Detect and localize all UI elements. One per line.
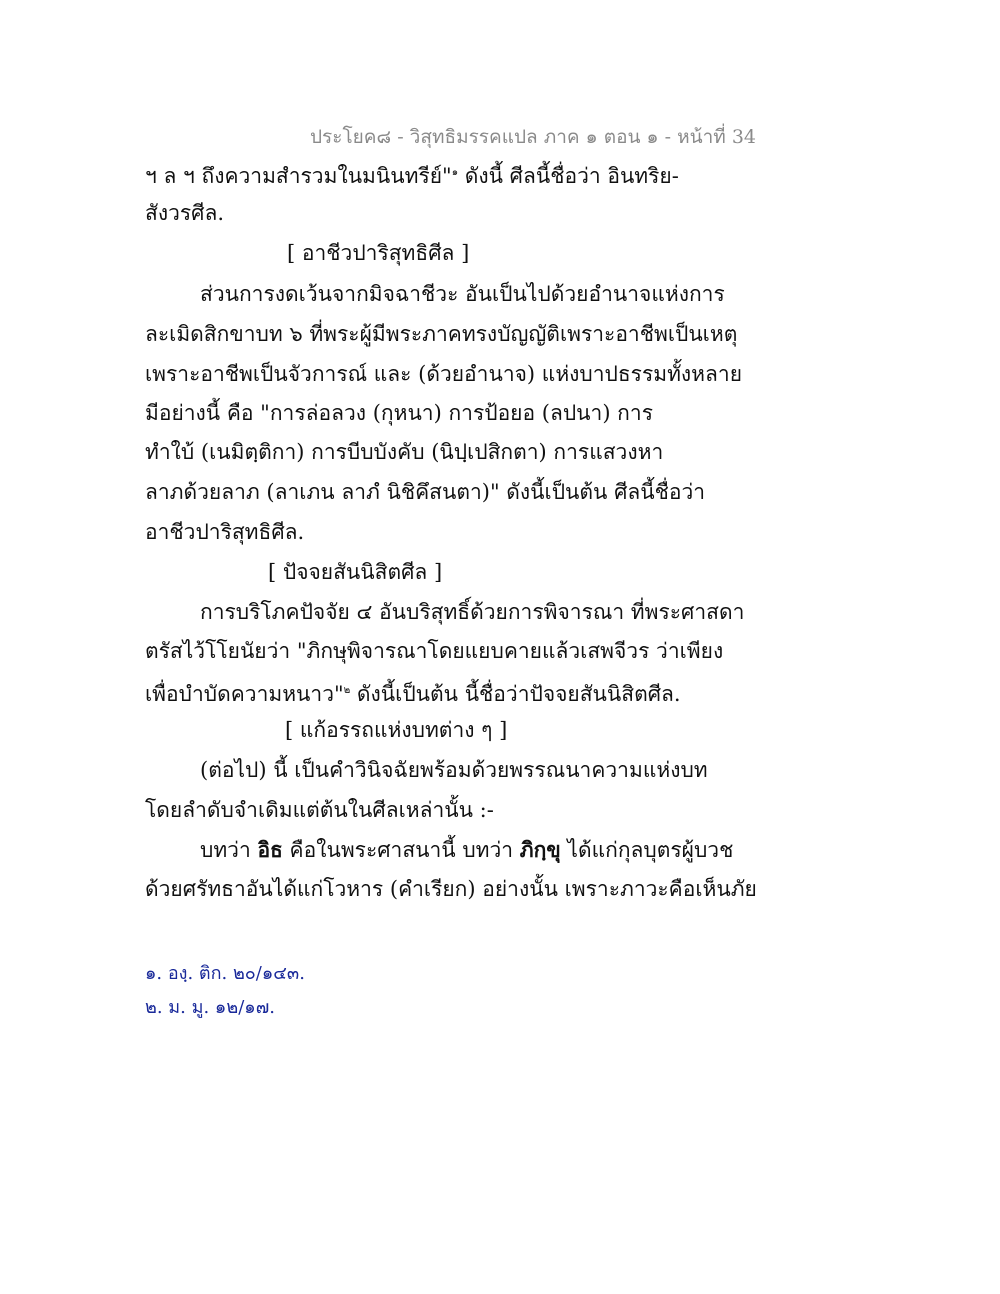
section-heading: [ ปัจจยสันนิสิตศีล ] <box>268 560 443 584</box>
paragraph-2-line-1: ส่วนการงดเว้นจากมิจฉาชีวะ อันเป็นไปด้วยอำนาจแห่งการ <box>200 282 725 306</box>
paragraph-5-line-1 <box>200 835 780 865</box>
paragraph-3-line-2: ตรัสไว้โโยนัยว่า "ภิกษุพิจารณาโดยแยบคายแล้วเสพจีวร ว่าเพียง <box>145 639 724 663</box>
footnote-marker: ๒ <box>343 685 351 696</box>
text-segment: บทว่า <box>200 838 258 862</box>
paragraph-2-line-5: ทำใบ้ (เนมิตฺติกา) การบีบบังคับ (นิปฺเปสิกตา) การแสวงหา <box>145 440 664 464</box>
paragraph-2-line-6: ลาภด้วยลาภ (ลาเภน ลาภํ นิชิคึสนตา)" ดังนี้เป็นต้น ศีลนี้ชื่อว่า <box>145 480 706 504</box>
paragraph-5-line-2: ด้วยศรัทธาอันได้แก่โวหาร (คำเรียก) อย่างนั้น เพราะภาวะคือเห็นภัย <box>145 877 757 901</box>
page-header: ประโยค๘ - วิสุทธิมรรคแปล ภาค ๑ ตอน ๑ - หน้าที่ 34 <box>310 126 756 148</box>
footnote-marker: ๑ <box>451 167 459 178</box>
paragraph-2-line-2: ละเมิดสิกขาบท ๖ ที่พระผู้มีพระภาคทรงบัญญัติเพราะอาชีพเป็นเหตุ <box>145 322 738 346</box>
text-segment: ดังนี้ ศีลนี้ชื่อว่า อินทริย- <box>458 164 679 188</box>
text-segment: เพื่อบำบัดความหนาว" <box>145 682 344 706</box>
paragraph-1-line-1 <box>145 158 725 191</box>
bold-term: อิธ <box>257 837 283 862</box>
text-segment: ฯ ล ฯ ถึงความสำรวมในมนินทรีย์" <box>145 164 452 188</box>
paragraph-3-line-1: การบริโภคปัจจัย ๔ อันบริสุทธิ์ด้วยการพิจารณา ที่พระศาสดา <box>200 600 745 624</box>
text-segment: ได้แก่กุลบุตรผู้บวช <box>560 838 734 862</box>
text-segment: ดังนี้เป็นต้น นี้ชื่อว่าปัจจยสันนิสิตศีล. <box>350 682 681 706</box>
section-heading: [ อาชีวปาริสุทธิศีล ] <box>287 241 470 265</box>
paragraph-4-line-1: (ต่อไป) นี้ เป็นคำวินิจฉัยพร้อมด้วยพรรณนาความแห่งบท <box>200 758 708 782</box>
paragraph-2-line-3: เพราะอาชีพเป็นจัวการณ์ และ (ด้วยอำนาจ) แห่งบาปธรรมทั้งหลาย <box>145 362 742 386</box>
footnote-2: ๒. ม. มู. ๑๒/๑๗. <box>145 997 275 1018</box>
text-segment: คือในพระศาสนานี้ บทว่า <box>282 838 520 862</box>
section-heading: [ แก้อรรถแห่งบทต่าง ๆ ] <box>285 718 508 742</box>
bold-term: ภิกฺขุ <box>519 837 561 862</box>
paragraph-2-line-7: อาชีวปาริสุทธิศีล. <box>145 520 305 544</box>
footnote-1: ๑. องฺ. ติก. ๒๐/๑๔๓. <box>145 963 305 984</box>
paragraph-4-line-2: โดยลำดับจำเดิมแต่ต้นในศีลเหล่านั้น :- <box>145 798 494 822</box>
paragraph-1-line-2: สังวรศีล. <box>145 201 225 225</box>
paragraph-2-line-4: มีอย่างนี้ คือ "การล่อลวง (กุหนา) การป้อยอ (ลปนา) การ <box>145 401 653 425</box>
paragraph-3-line-3 <box>145 676 725 709</box>
